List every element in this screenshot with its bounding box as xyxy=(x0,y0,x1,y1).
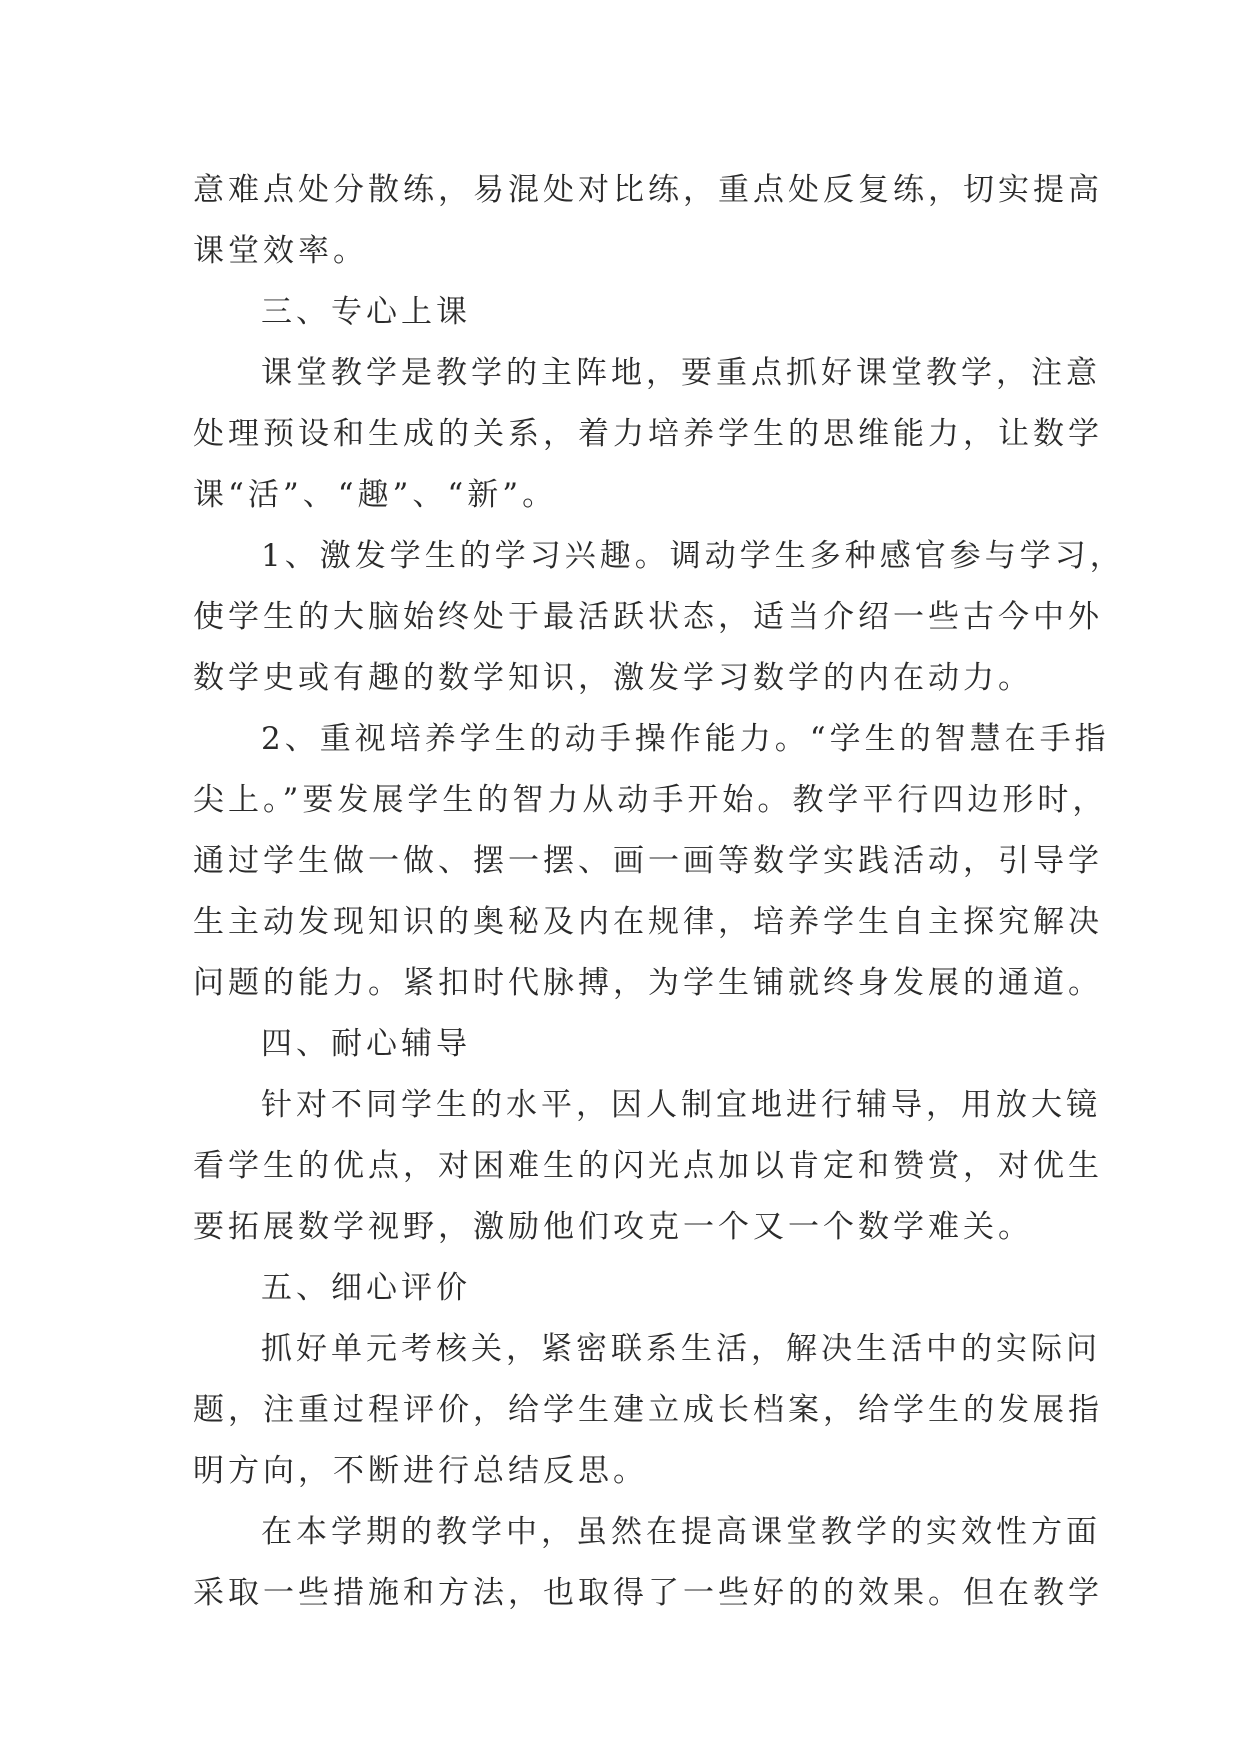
text-line: 课堂教学是教学的主阵地，要重点抓好课堂教学，注意 xyxy=(261,355,1101,391)
text-line: 生主动发现知识的奥秘及内在规律，培养学生自主探究解决 xyxy=(193,904,1103,940)
section-heading-3: 三、专心上课 xyxy=(261,294,471,330)
text-line: 尖上。”要发展学生的智力从动手开始。教学平行四边形时， xyxy=(193,782,1108,818)
text-line: 看学生的优点，对困难生的闪光点加以肯定和赞赏，对优生 xyxy=(193,1148,1103,1184)
text-line: 明方向，不断进行总结反思。 xyxy=(193,1453,648,1489)
text-line: 抓好单元考核关，紧密联系生活，解决生活中的实际问 xyxy=(261,1331,1101,1367)
text-line: 采取一些措施和方法，也取得了一些好的的效果。但在教学 xyxy=(193,1575,1103,1611)
text-line: 1、激发学生的学习兴趣。调动学生多种感官参与学习， xyxy=(261,538,1125,574)
text-line: 2、重视培养学生的动手操作能力。“学生的智慧在手指 xyxy=(261,721,1110,757)
text-line: 意难点处分散练，易混处对比练，重点处反复练，切实提高 xyxy=(193,172,1103,208)
section-heading-5: 五、细心评价 xyxy=(261,1270,471,1306)
text-line: 数学史或有趣的数学知识，激发学习数学的内在动力。 xyxy=(193,660,1033,696)
text-line: 要拓展数学视野，激励他们攻克一个又一个数学难关。 xyxy=(193,1209,1033,1245)
text-line: 处理预设和生成的关系，着力培养学生的思维能力，让数学 xyxy=(193,416,1103,452)
text-line: 针对不同学生的水平，因人制宜地进行辅导，用放大镜 xyxy=(261,1087,1101,1123)
text-line: 在本学期的教学中，虽然在提高课堂教学的实效性方面 xyxy=(261,1514,1101,1550)
text-line: 题，注重过程评价，给学生建立成长档案，给学生的发展指 xyxy=(193,1392,1103,1428)
text-line: 问题的能力。紧扣时代脉搏，为学生铺就终身发展的通道。 xyxy=(193,965,1103,1001)
section-heading-4: 四、耐心辅导 xyxy=(261,1026,471,1062)
body-text xyxy=(193,160,1125,1624)
text-line: 通过学生做一做、摆一摆、画一画等数学实践活动，引导学 xyxy=(193,843,1103,879)
text-line: 课堂效率。 xyxy=(193,233,368,269)
text-line: 使学生的大脑始终处于最活跃状态，适当介绍一些古今中外 xyxy=(193,599,1103,635)
text-line: 课“活”、“趣”、“新”。 xyxy=(193,477,558,513)
